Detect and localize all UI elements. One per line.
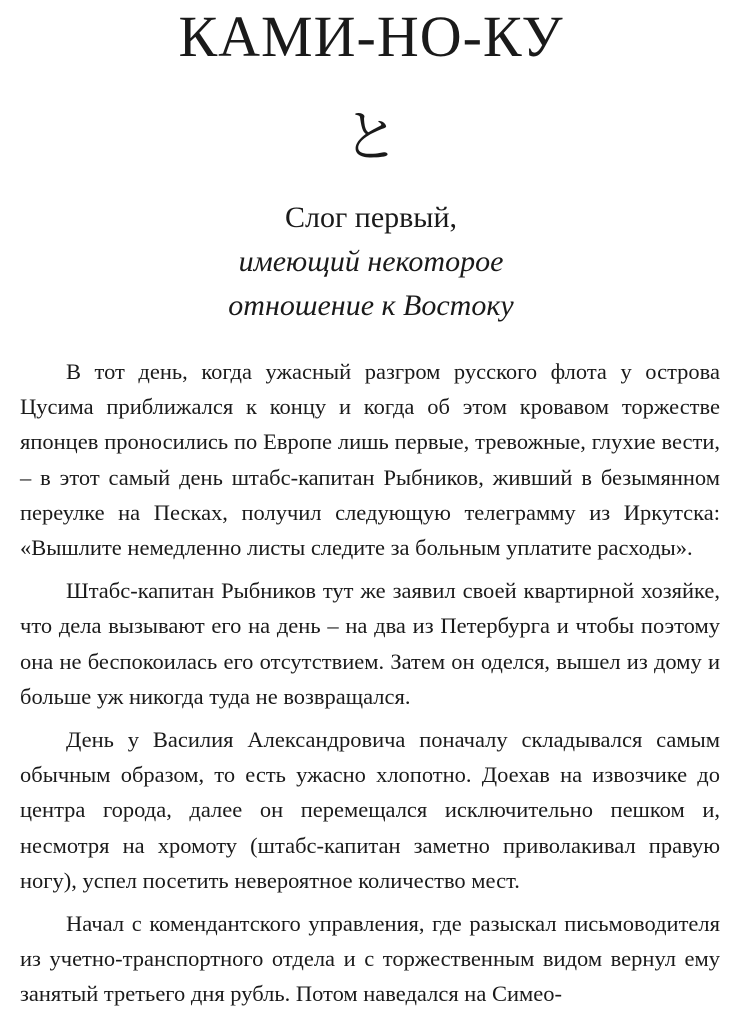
paragraph-3: День у Василия Александровича поначалу складывался самым обычным образом, то есть ужасно хлопотно. Доехав на извозчике до центра города, далее он перемещался исключительно пешком и, несмотря на хромоту (штабс-капитан заметно приволакивал правую ногу), успел посетить невероятное количество мест.: [20, 727, 720, 893]
body-text: [20, 354, 720, 1012]
chapter-subtitle: [0, 196, 742, 328]
chapter-syllable-glyph: と: [343, 105, 399, 170]
paragraph-2: Штабс-капитан Рыбников тут же заявил своей квартирной хозяйке, что дела вызывают его на день – на два из Петербурга и чтобы поэтому она не беспокоилась его отсутствием. Затем он оделся, вышел из дому и больше уж никогда туда не возвращался.: [20, 578, 720, 709]
subtitle-line-3: отношение к Востоку: [228, 289, 514, 322]
paragraph-1: В тот день, когда ужасный разгром русского флота у острова Цусима приближался к концу и когда об этом кровавом торжестве японцев проносились по Европе лишь первые, тревожные, глухие вести, – в этот самый день штабс-капитан Рыбников, живший в безымянном переулке на Песках, получил следующую телеграмму из Иркутска: «Вышлите немедленно листы следите за больным уплатите расходы».: [20, 359, 720, 561]
chapter-title: КАМИ-НО-КУ: [178, 4, 564, 69]
paragraph-4: Начал с комендантского управления, где разыскал письмоводителя из учетно-транспортного отдела и с торжественным видом вернул ему занятый третьего дня рубль. Потом наведался на Симео-: [20, 911, 720, 1007]
subtitle-line-1: Слог первый,: [284, 201, 458, 234]
subtitle-line-2: имеющий некоторое: [238, 245, 504, 278]
